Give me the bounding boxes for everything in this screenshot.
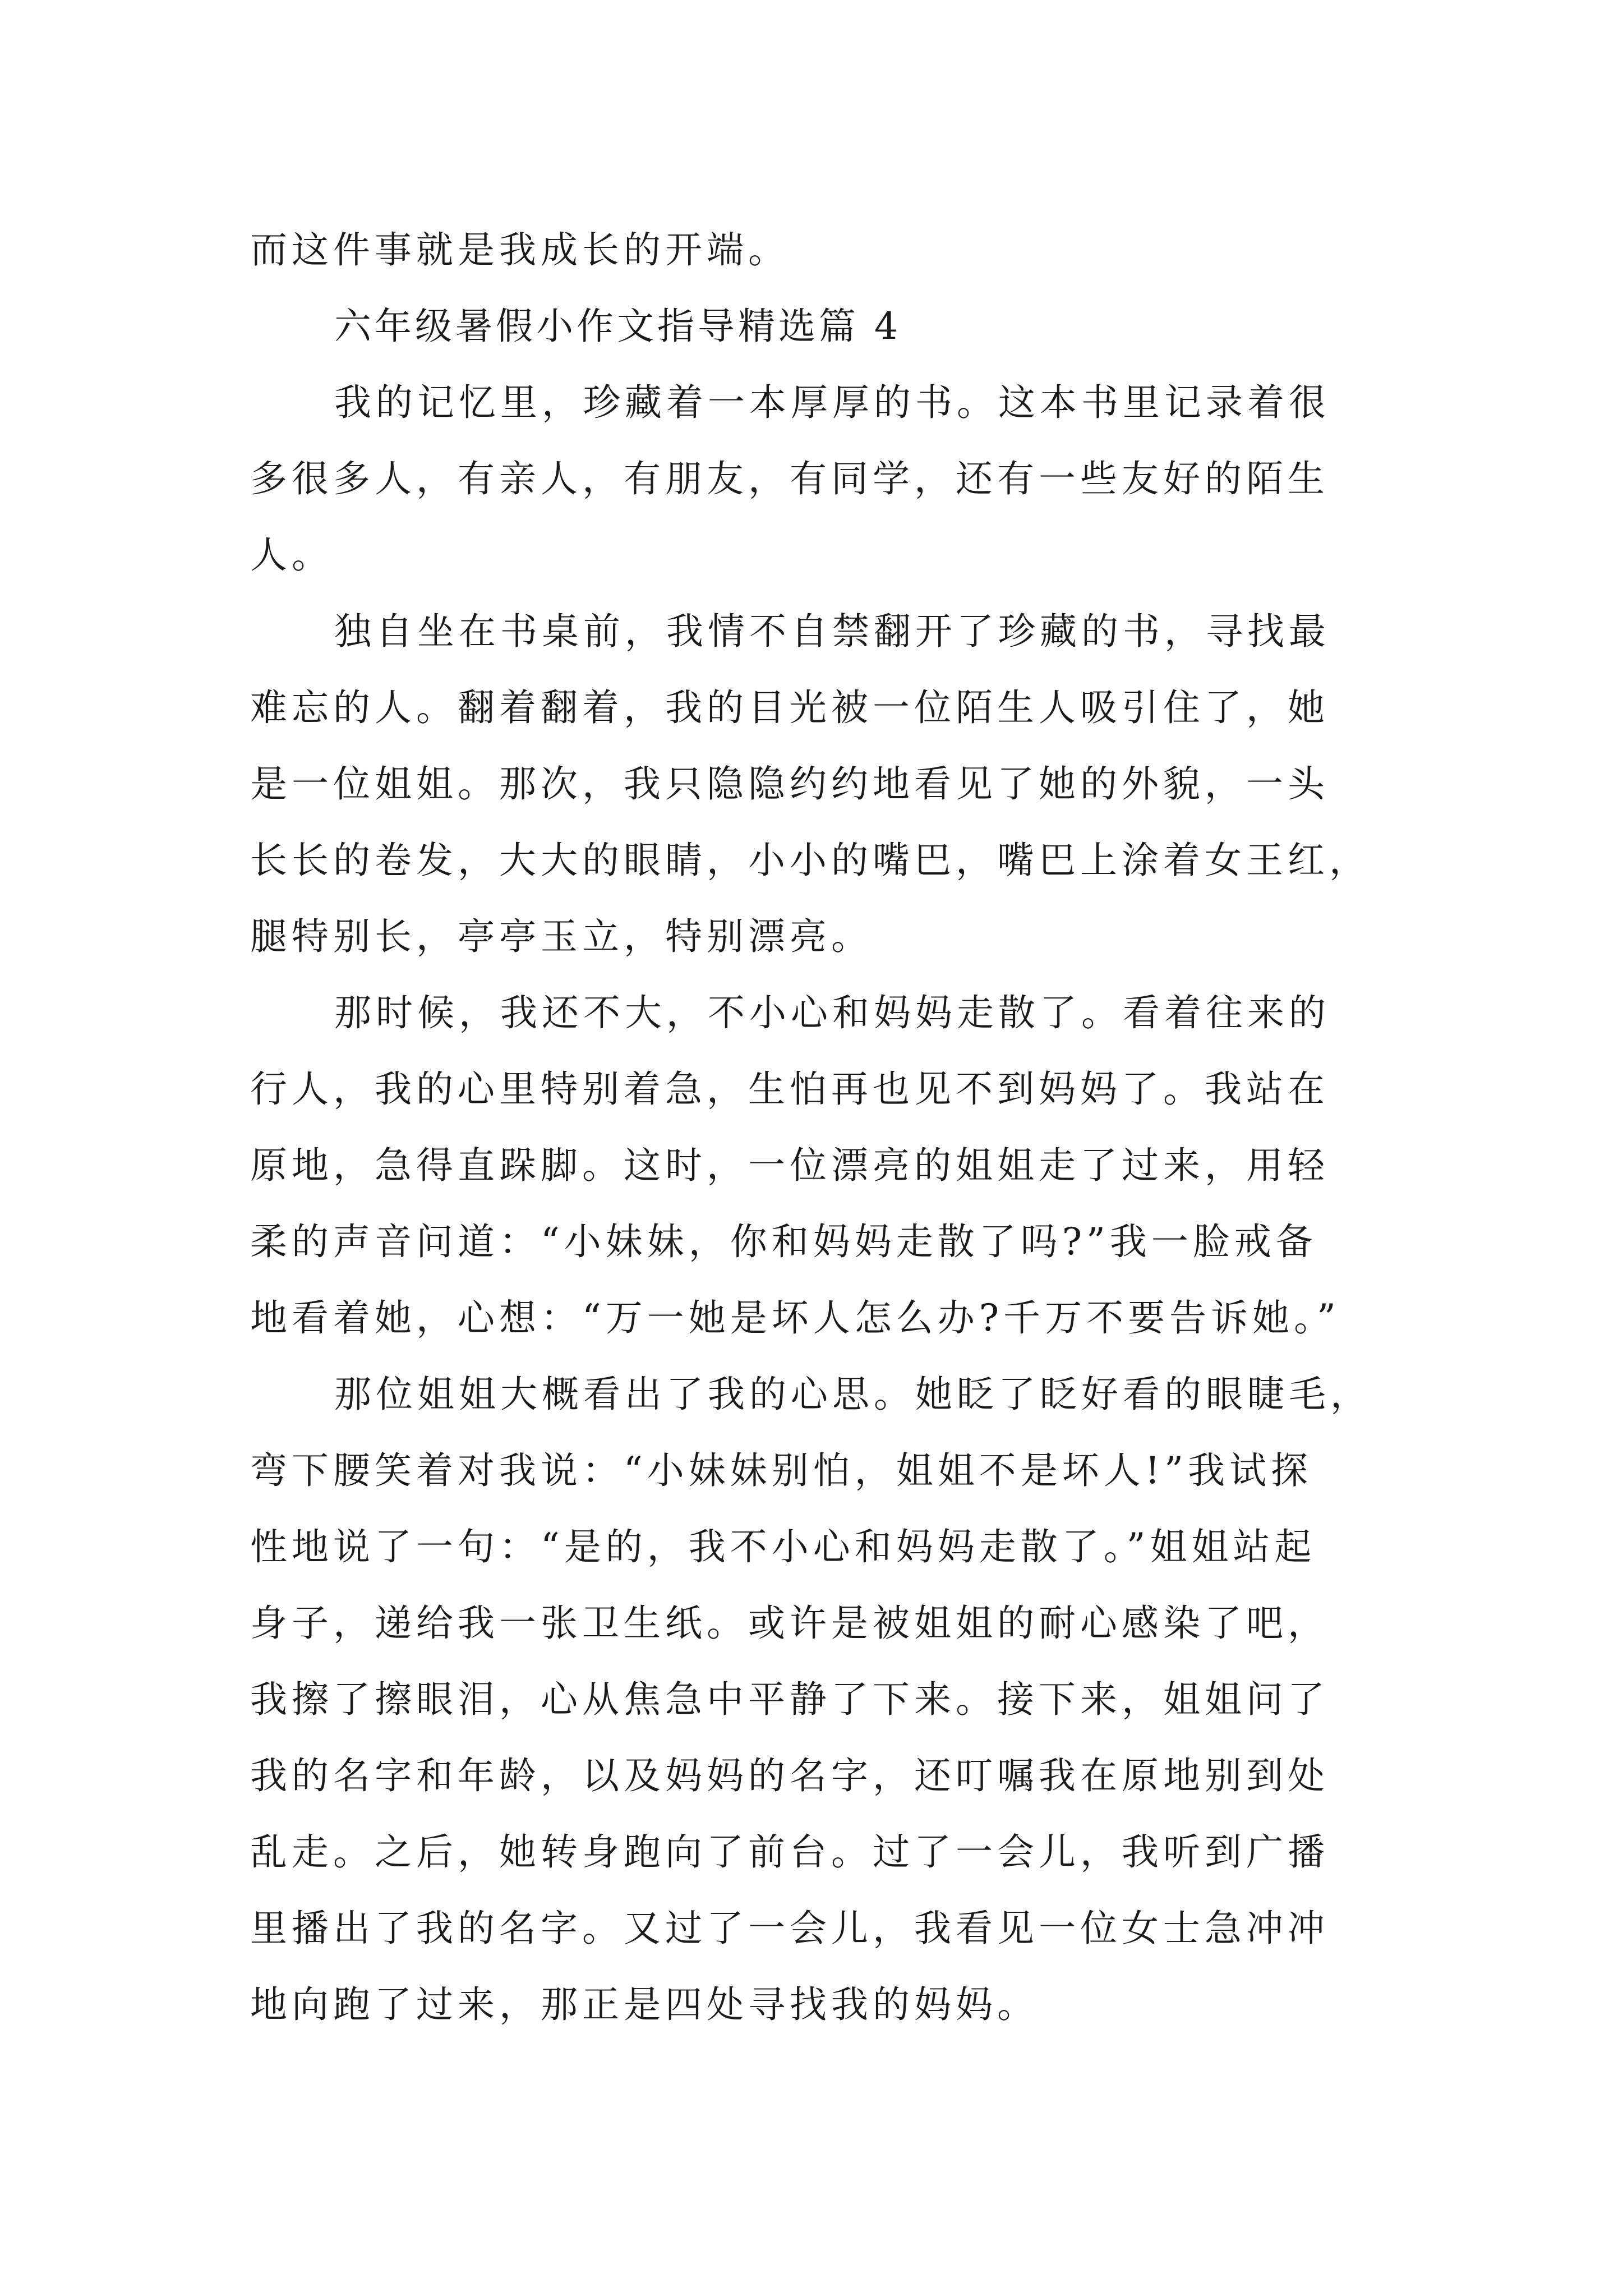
text-line: 腿特别长，亭亭玉立，特别漂亮。 [250, 915, 873, 958]
section-title: 六年级暑假小作文指导精选篇 4 [334, 305, 901, 348]
text-line: 地向跑了过来，那正是四处寻找我的妈妈。 [250, 1983, 1039, 2026]
text-line: 原地，急得直跺脚。这时，一位漂亮的姐姐走了过来，用轻 [250, 1144, 1329, 1187]
text-line: 性地说了一句：“是的，我不小心和妈妈走散了。”姐姐站起 [250, 1525, 1316, 1568]
text-line: 而这件事就是我成长的开端。 [250, 228, 790, 272]
paragraph-first-line: 我的记忆里，珍藏着一本厚厚的书。这本书里记录着很 [334, 381, 1330, 424]
text-line: 多很多人，有亲人，有朋友，有同学，还有一些友好的陌生 [250, 457, 1329, 500]
paragraph-first-line: 独自坐在书桌前，我情不自禁翻开了珍藏的书，寻找最 [334, 610, 1330, 653]
text-line: 身子，递给我一张卫生纸。或许是被姐姐的耐心感染了吧， [250, 1602, 1329, 1645]
text-line: 里播出了我的名字。又过了一会儿，我看见一位女士急冲冲 [250, 1907, 1329, 1950]
text-line: 乱走。之后，她转身跑向了前台。过了一会儿，我听到广播 [250, 1830, 1329, 1874]
text-line: 地看着她，心想：“万一她是坏人怎么办?千万不要告诉她。” [250, 1296, 1340, 1340]
text-line: 人。 [250, 533, 333, 577]
body-text [250, 212, 1394, 2043]
text-line: 长长的卷发，大大的眼睛，小小的嘴巴，嘴巴上涂着女王红， [250, 839, 1371, 882]
paragraph-first-line: 那位姐姐大概看出了我的心思。她眨了眨好看的眼睫毛， [334, 1373, 1372, 1416]
text-line: 柔的声音问道：“小妹妹，你和妈妈走散了吗?”我一脸戒备 [250, 1220, 1317, 1263]
text-line: 行人，我的心里特别着急，生怕再也见不到妈妈了。我站在 [250, 1068, 1329, 1111]
text-line: 难忘的人。翻着翻着，我的目光被一位陌生人吸引住了，她 [250, 686, 1329, 729]
paragraph-first-line: 那时候，我还不大，不小心和妈妈走散了。看着往来的 [334, 991, 1330, 1034]
text-line: 是一位姐姐。那次，我只隐隐约约地看见了她的外貌，一头 [250, 762, 1329, 806]
text-line: 我擦了擦眼泪，心从焦急中平静了下来。接下来，姐姐问了 [250, 1678, 1329, 1721]
text-line: 弯下腰笑着对我说：“小妹妹别怕，姐姐不是坏人!”我试探 [250, 1449, 1313, 1492]
text-line: 我的名字和年龄，以及妈妈的名字，还叮嘱我在原地别到处 [250, 1754, 1329, 1797]
